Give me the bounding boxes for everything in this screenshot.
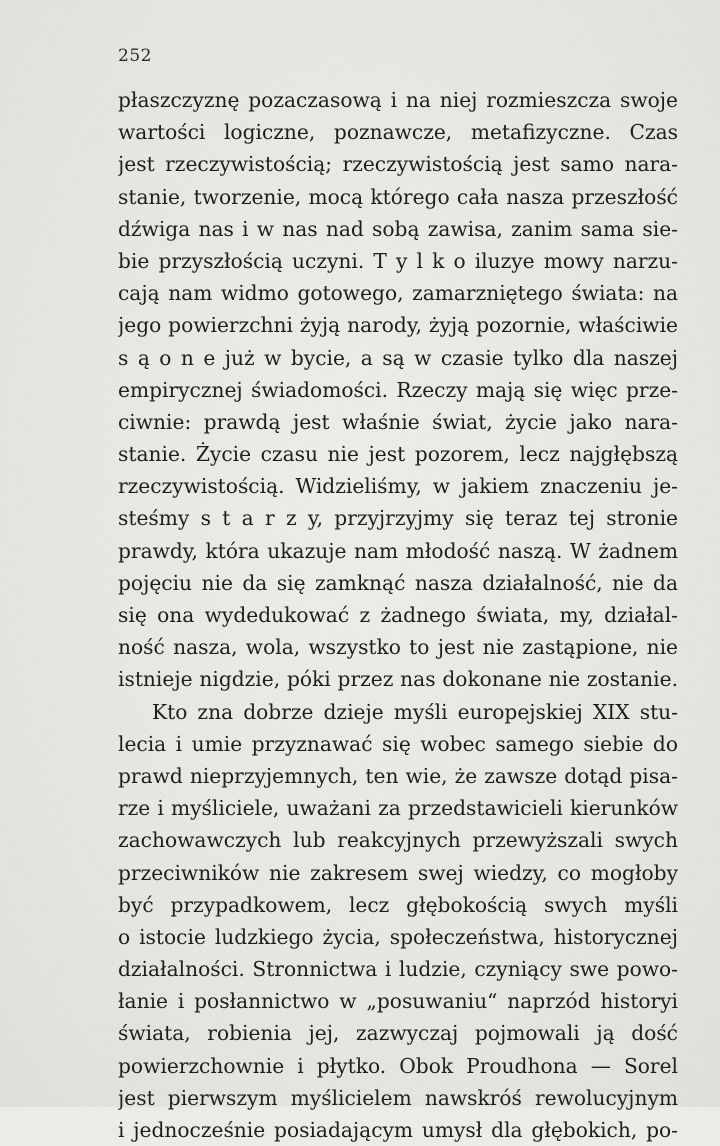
text-line: ność nasza, wola, wszystko to jest nie zastąpione, nie — [118, 635, 678, 660]
text-line: powierzchownie i płytko. Obok Proudhona — Sorel — [118, 1053, 678, 1078]
text-line: s ą o n e już w bycie, a są w czasie tylko dla naszej — [118, 345, 678, 370]
paragraph-first-line: Kto zna dobrze dzieje myśli europejskiej XIX stu- — [152, 699, 678, 724]
text-line: empirycznej świadomości. Rzeczy mają się więc prze- — [118, 377, 678, 402]
text-line: płaszczyznę pozaczasową i na niej rozmieszcza swoje — [118, 88, 678, 112]
body-text — [118, 84, 678, 1146]
text-line: stanie. Życie czasu nie jest pozorem, lecz najgłębszą — [118, 442, 678, 467]
text-line: się ona wydedukować z żadnego świata, my, działal- — [118, 603, 678, 627]
text-line: dźwiga nas i w nas nad sobą zawisa, zanim sama sie- — [118, 216, 678, 241]
page-number: 252 — [118, 46, 152, 66]
text-line: świata, robienia jej, zazwyczaj pojmowali ją dość — [118, 1021, 678, 1046]
text-line: lecia i umie przyznawać się wobec samego siebie do — [118, 731, 678, 756]
text-line: cają nam widmo gotowego, zamarzniętego świata: na — [118, 281, 678, 306]
text-line: jego powierzchni żyją narody, żyją pozornie, właściwie — [118, 313, 678, 338]
text-line: steśmy s t a r z y, przyjrzyjmy się teraz tej stronie — [118, 506, 678, 531]
text-line: być przypadkowem, lecz głębokością swych myśli — [118, 892, 678, 917]
text-line: bie przyszłością uczyni. T y l k o iluzye mowy narzu- — [118, 248, 678, 273]
text-line: ciwnie: prawdą jest właśnie świat, życie jako nara- — [118, 409, 678, 434]
text-line: o istocie ludzkiego życia, społeczeństwa, historycznej — [118, 924, 678, 949]
text-line: prawd nieprzyjemnych, ten wie, że zawsze dotąd pisa- — [118, 763, 678, 788]
text-line: i jednocześnie posiadającym umysł dla głębokich, po- — [118, 1118, 678, 1142]
text-line: zachowawczych lub reakcyjnych przewyższali swych — [118, 828, 678, 853]
text-line: rze i myśliciele, uważani za przedstawicieli kierunków — [118, 796, 678, 821]
text-line: działalności. Stronnictwa i ludzie, czyniący swe powo- — [118, 957, 678, 982]
text-line: prawdy, która ukazuje nam młodość naszą. W żadnem — [118, 538, 678, 563]
text-line: rzeczywistością. Widzieliśmy, w jakiem znaczeniu je- — [118, 474, 678, 499]
text-line: wartości logiczne, poznawcze, metafizyczne. Czas — [118, 120, 678, 145]
text-line: łanie i posłannictwo w „posuwaniu“ naprzód historyi — [118, 989, 678, 1014]
text-line: stanie, tworzenie, mocą którego cała nasza przeszłość — [118, 184, 678, 209]
text-line: jest rzeczywistością; rzeczywistością jest samo nara- — [118, 152, 678, 177]
text-line: przeciwników nie zakresem swej wiedzy, co mogłoby — [118, 860, 678, 885]
text-line: jest pierwszym myślicielem nawskróś rewolucyjnym — [118, 1085, 678, 1110]
text-line: pojęciu nie da się zamknąć nasza działalność, nie da — [118, 570, 678, 595]
text-line: istnieje nigdzie, póki przez nas dokonane nie zostanie. — [118, 667, 678, 692]
